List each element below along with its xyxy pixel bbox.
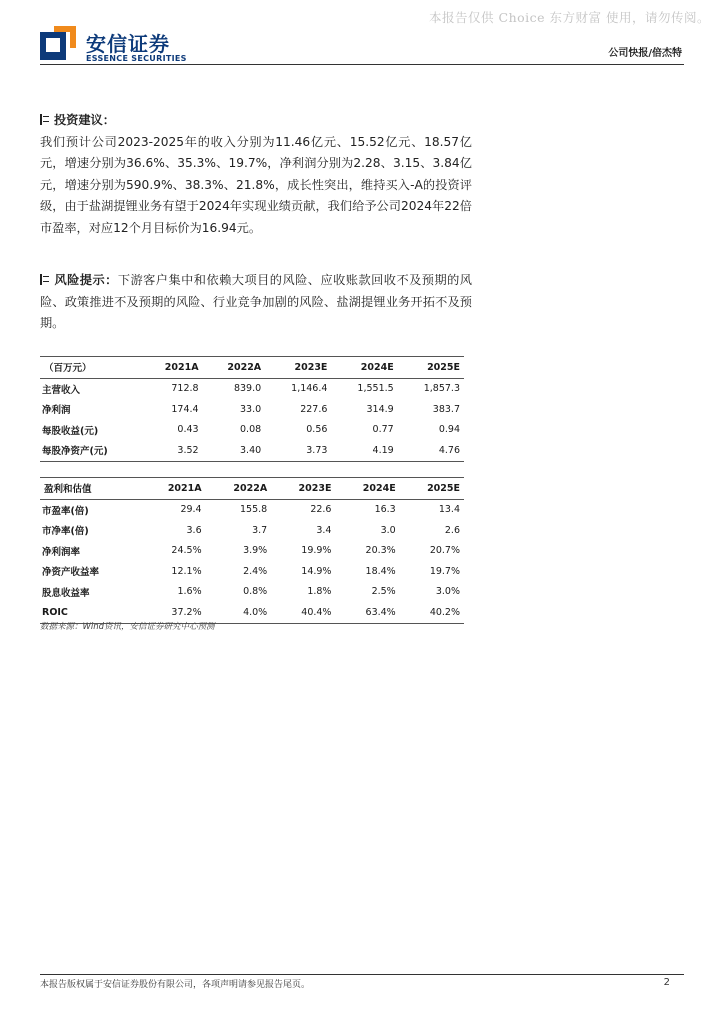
table-cell: 3.40 bbox=[203, 440, 266, 461]
table-cell: 24.5% bbox=[171, 545, 202, 557]
copyright-disclaimer: 本报告版权属于安信证券股份有限公司，各项声明请参见报告尾页。 bbox=[40, 980, 311, 990]
row-label: 每股收益(元) bbox=[42, 425, 99, 437]
financial-table-1-wrap bbox=[40, 356, 472, 462]
table-cell: 3.73 bbox=[265, 440, 331, 461]
table-cell: 40.2% bbox=[400, 602, 464, 623]
table-cell: 0.08 bbox=[240, 424, 262, 436]
table-cell: 22.6 bbox=[310, 504, 332, 516]
table-header-cell: （百万元） bbox=[40, 357, 140, 379]
brand-name-en: ESSENCE SECURITIES bbox=[86, 54, 187, 63]
valuation-table bbox=[40, 477, 464, 624]
table-cell: 383.7 bbox=[432, 403, 460, 415]
table-cell: 63.4% bbox=[335, 602, 399, 623]
section-list-icon bbox=[40, 114, 51, 125]
table-cell: 14.9% bbox=[301, 565, 332, 577]
table-cell: 3.9% bbox=[243, 545, 268, 557]
table-cell: 20.7% bbox=[429, 545, 460, 557]
table-cell: 174.4 bbox=[171, 403, 199, 415]
table-cell: 37.2% bbox=[140, 602, 206, 623]
row-label: 主营收入 bbox=[42, 384, 81, 396]
table-cell: 0.77 bbox=[372, 424, 394, 436]
table-cell: 2.5% bbox=[371, 586, 396, 598]
table-row bbox=[40, 582, 464, 603]
table-cell: 1.8% bbox=[307, 586, 332, 598]
table-header-cell: 2025E bbox=[400, 478, 464, 500]
table-cell: 0.56 bbox=[306, 424, 328, 436]
table-cell: 1.6% bbox=[177, 586, 202, 598]
row-label: 股息收益率 bbox=[42, 587, 90, 599]
table-header-row bbox=[40, 478, 464, 500]
footer-divider bbox=[40, 974, 684, 975]
table-cell: 3.6 bbox=[186, 524, 202, 536]
table-cell: 12.1% bbox=[171, 565, 202, 577]
table-header-cell: 2023E bbox=[265, 357, 331, 379]
table-cell: 155.8 bbox=[240, 504, 268, 516]
table-cell: 3.7 bbox=[252, 524, 268, 536]
risk-section bbox=[40, 270, 472, 335]
table-cell: 18.4% bbox=[365, 565, 396, 577]
table-cell: 1,146.4 bbox=[291, 383, 328, 395]
table-cell: 2.6 bbox=[444, 524, 460, 536]
row-label: 每股净资产(元) bbox=[40, 440, 140, 461]
brand-logo bbox=[40, 26, 220, 66]
table-cell: 2.4% bbox=[243, 565, 268, 577]
table-row bbox=[40, 499, 464, 520]
table-cell: 314.9 bbox=[366, 403, 394, 415]
table-cell: 1,857.3 bbox=[423, 383, 460, 395]
table-cell: 20.3% bbox=[365, 545, 396, 557]
table-cell: 19.9% bbox=[301, 545, 332, 557]
table-cell: 839.0 bbox=[233, 383, 262, 395]
investment-advice-heading-line bbox=[40, 110, 472, 132]
table-header-row bbox=[40, 357, 464, 379]
header-divider bbox=[40, 64, 684, 65]
table-header-cell: 盈利和估值 bbox=[40, 478, 140, 500]
watermark: 本报告仅供 Choice 东方财富 使用，请勿传阅。 bbox=[429, 10, 710, 25]
investment-advice-section bbox=[40, 110, 472, 239]
table-cell: 3.0% bbox=[435, 586, 460, 598]
table-cell: 33.0 bbox=[240, 403, 262, 415]
table-header-cell: 2024E bbox=[331, 357, 397, 379]
table-cell: 29.4 bbox=[180, 504, 202, 516]
table-cell: 16.3 bbox=[374, 504, 396, 516]
risk-heading: 风险提示： bbox=[54, 273, 118, 287]
table-cell: 3.0 bbox=[380, 524, 396, 536]
table-cell: 4.76 bbox=[398, 440, 464, 461]
document-type: 公司快报/倍杰特 bbox=[608, 48, 682, 59]
table-cell: 0.94 bbox=[438, 424, 460, 436]
table-header-cell: 2022A bbox=[206, 478, 272, 500]
row-label: 净利润 bbox=[42, 405, 71, 417]
table-cell: 4.0% bbox=[206, 602, 272, 623]
risk-paragraph bbox=[40, 270, 472, 335]
table-cell: 19.7% bbox=[429, 565, 460, 577]
brand-name-cn: 安信证券 bbox=[86, 32, 170, 56]
investment-advice-heading: 投资建议： bbox=[54, 113, 115, 127]
table-cell: 712.8 bbox=[171, 383, 199, 395]
page-number: 2 bbox=[663, 977, 670, 988]
table-cell: 13.4 bbox=[438, 504, 460, 516]
row-label: 市盈率(倍) bbox=[42, 505, 89, 517]
table-row bbox=[40, 420, 464, 441]
essence-logo-icon bbox=[40, 26, 76, 62]
row-label: ROIC bbox=[40, 602, 140, 623]
table-row bbox=[40, 399, 464, 420]
table-header-cell: 2022A bbox=[203, 357, 266, 379]
financial-table-2-wrap bbox=[40, 477, 472, 624]
table-cell: 0.8% bbox=[243, 586, 268, 598]
table-header-cell: 2023E bbox=[271, 478, 335, 500]
financial-summary-table bbox=[40, 356, 464, 462]
row-label: 净利润率 bbox=[42, 546, 81, 558]
table-cell: 40.4% bbox=[271, 602, 335, 623]
table-header-cell: 2024E bbox=[335, 478, 399, 500]
row-label: 市净率(倍) bbox=[42, 526, 89, 538]
table-cell: 227.6 bbox=[300, 403, 328, 415]
table-cell: 3.52 bbox=[140, 440, 203, 461]
row-label: 净资产收益率 bbox=[42, 567, 100, 579]
table-header-cell: 2021A bbox=[140, 478, 206, 500]
table-row bbox=[40, 561, 464, 582]
table-row bbox=[40, 520, 464, 541]
table-row bbox=[40, 378, 464, 399]
table-cell: 3.4 bbox=[316, 524, 332, 536]
risk-body: 下游客户集中和依赖大项目的风险、应收账款回收不及预期的风险、政策推进不及预期的风险、行业竞争加剧的风险、盐湖提锂业务开拓不及预期。 bbox=[40, 273, 472, 330]
table-row bbox=[40, 541, 464, 562]
table-header-cell: 2025E bbox=[398, 357, 464, 379]
table-row bbox=[40, 440, 464, 461]
data-source-note: 数据来源：Wind资讯，安信证券研究中心预测 bbox=[40, 622, 215, 632]
table-header-cell: 2021A bbox=[140, 357, 203, 379]
table-cell: 1,551.5 bbox=[357, 383, 394, 395]
table-cell: 0.43 bbox=[177, 424, 199, 436]
table-cell: 4.19 bbox=[331, 440, 397, 461]
section-list-icon bbox=[40, 274, 51, 285]
investment-advice-body: 我们预计公司2023-2025年的收入分别为11.46亿元、15.52亿元、18.57亿元，增速分别为36.6%、35.3%、19.7%，净利润分别为2.28、3.15、3.84亿元，增速分别为590.9%、38.3%、21.8%，成长性突出，维持买入-A的投资评级，由于盐湖提锂业务有望于2024年实现业绩贡献，我们给予公司2024年22倍市盈率，对应12个月目标价为16.94元。 bbox=[40, 134, 472, 235]
